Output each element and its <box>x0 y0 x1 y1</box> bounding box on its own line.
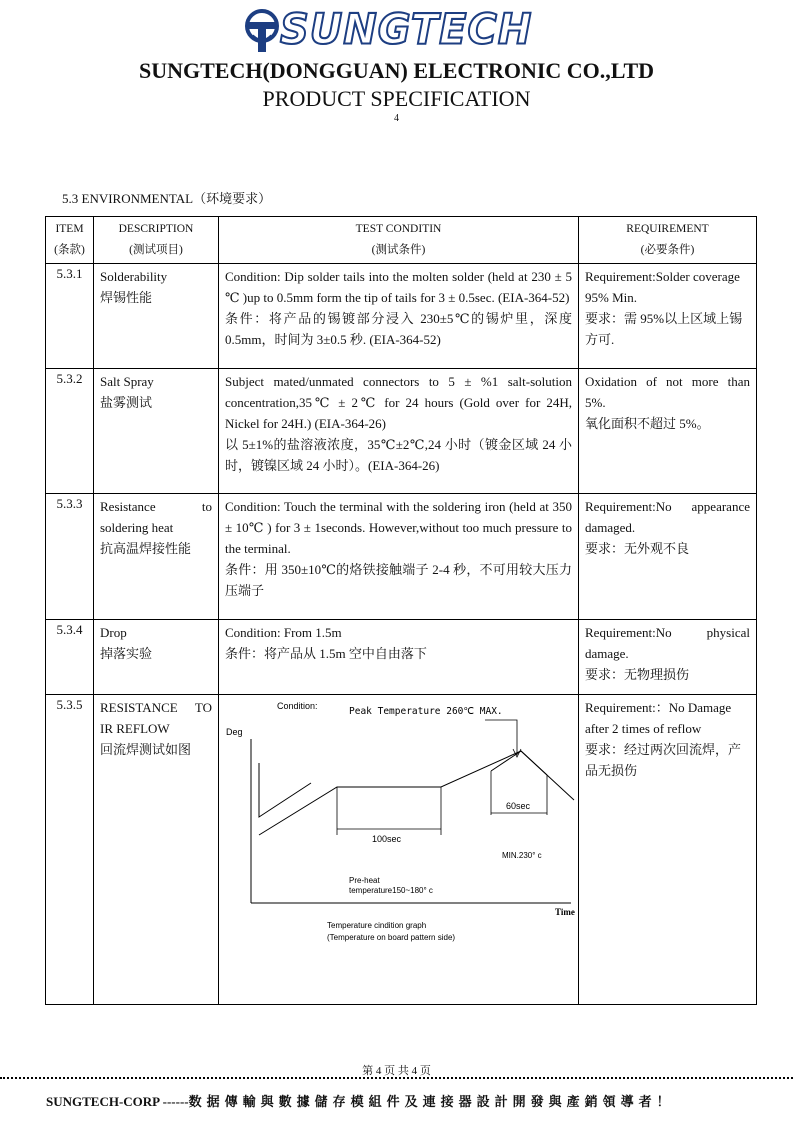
footer-corp-name: SUNGTECH-CORP ------ <box>46 1094 189 1109</box>
graph-temperature-profile <box>259 751 574 835</box>
graph-min-label: MIN.230° c <box>502 851 542 860</box>
table-row <box>46 264 757 369</box>
table-row <box>46 620 757 695</box>
company-name: SUNGTECH(DONGGUAN) ELECTRONIC CO.,LTD <box>138 58 655 83</box>
row-description: Salt Spray 盐雾测试 <box>94 369 219 494</box>
graph-caption-1: Temperature cindition graph <box>327 921 427 930</box>
table-row <box>46 369 757 494</box>
header-page-number: 4 <box>394 113 399 124</box>
row-requirement: Requirement:No physical damage. 要求：无物理损伤 <box>579 620 757 695</box>
row-requirement: Requirement:Solder coverage 95% Min. 要求：需 95%以上区域上锡方可. <box>579 264 757 369</box>
logo-wordmark: SUNGTECH <box>280 5 533 55</box>
footer-slogan: 数据傳輸與數據儲存模組件及連接器設計開發與產銷領導者！ <box>188 1094 675 1109</box>
row-item-number: 5.3.3 <box>46 494 94 620</box>
row-description: Drop 掉落实验 <box>94 620 219 695</box>
row-description: RESISTANCE TO IR REFLOW 回流焊测试如图 <box>94 695 219 1005</box>
reflow-graph-cell <box>219 695 579 1005</box>
row-item-number: 5.3.5 <box>46 695 94 1005</box>
row-test-condition: Condition: Dip solder tails into the molten solder (held at 230 ± 5 ℃ )up to 0.5mm form the tip of tails for 3 ± 0.5sec. (EIA-364-52) 条件：将产品的锡镀部分浸入 230±5℃的锡炉里，深度 0.5mm，时间为 3±0.5 秒. (EIA-364-52) <box>219 264 579 369</box>
row-requirement: Requirement:：No Damage after 2 times of reflow 要求：经过两次回流焊，产品无损伤 <box>579 695 757 1005</box>
row-description: Resistance to soldering heat 抗高温焊接性能 <box>94 494 219 620</box>
company-logo <box>244 4 533 56</box>
graph-y-axis-label: Deg <box>226 727 243 737</box>
row-item-number: 5.3.1 <box>46 264 94 369</box>
graph-peak-label: Peak Temperature 260℃ MAX. <box>349 706 503 717</box>
graph-60sec-label: 60sec <box>506 801 531 811</box>
header-item: ITEM (条款) <box>46 217 94 264</box>
row-requirement: Requirement:No appearance damaged. 要求：无外观不良 <box>579 494 757 620</box>
reflow-temperature-graph <box>219 695 578 963</box>
logo-emblem-icon <box>244 6 280 54</box>
row-test-condition: Subject mated/unmated connectors to 5 ± %1 salt-solution concentration,35℃ ± 2℃ for 24 hours (Gold over for 24H, Nickel for 24H.) (EIA-364-26) 以 5±1%的盐溶液浓度，35℃±2℃,24 小时（镀金区域 24 小时，镀镍区域 24 小时）。(EIA-364-26) <box>219 369 579 494</box>
table-header-row <box>46 217 757 264</box>
graph-preheat-label-1: Pre-heat <box>349 876 380 885</box>
row-description: Solderability 焊锡性能 <box>94 264 219 369</box>
header-description: DESCRIPTION (测试项目) <box>94 217 219 264</box>
footer-corp-line <box>46 1091 675 1110</box>
graph-x-axis-label: Time <box>555 907 575 917</box>
graph-condition-label: Condition: <box>277 701 318 711</box>
environmental-spec-table <box>45 216 757 1005</box>
row-test-condition: Condition: From 1.5m 条件：将产品从 1.5m 空中自由落下 <box>219 620 579 695</box>
footer-page-indicator: 第 4 页 共 4 页 <box>362 1065 431 1077</box>
row-requirement: Oxidation of not more than 5%. 氧化面积不超过 5%。 <box>579 369 757 494</box>
graph-100sec-label: 100sec <box>372 834 402 844</box>
graph-peak-arrow <box>485 720 517 755</box>
row-item-number: 5.3.4 <box>46 620 94 695</box>
graph-peak-segment <box>491 751 547 775</box>
header-requirement: REQUIREMENT (必要条件) <box>579 217 757 264</box>
document-title: PRODUCT SPECIFICATION <box>262 86 531 111</box>
table-row <box>46 494 757 620</box>
graph-caption-2: (Temperature on board pattern side) <box>327 933 456 942</box>
table-row <box>46 695 757 1005</box>
section-title: 5.3 ENVIRONMENTAL（环境要求） <box>62 191 272 206</box>
graph-initial-ramp <box>259 763 311 817</box>
row-test-condition: Condition: Touch the terminal with the soldering iron (held at 350 ± 10℃ ) for 3 ± 1seconds. However,without too much pressure to the terminal. 条件：用 350±10℃的烙铁接触端子 2-4 秒，不可用较大压力压端子 <box>219 494 579 620</box>
footer-divider <box>0 1077 793 1079</box>
header-test-condition: TEST CONDITIN (测试条件) <box>219 217 579 264</box>
row-item-number: 5.3.2 <box>46 369 94 494</box>
graph-preheat-label-2: temperature150~180° c <box>349 886 433 895</box>
